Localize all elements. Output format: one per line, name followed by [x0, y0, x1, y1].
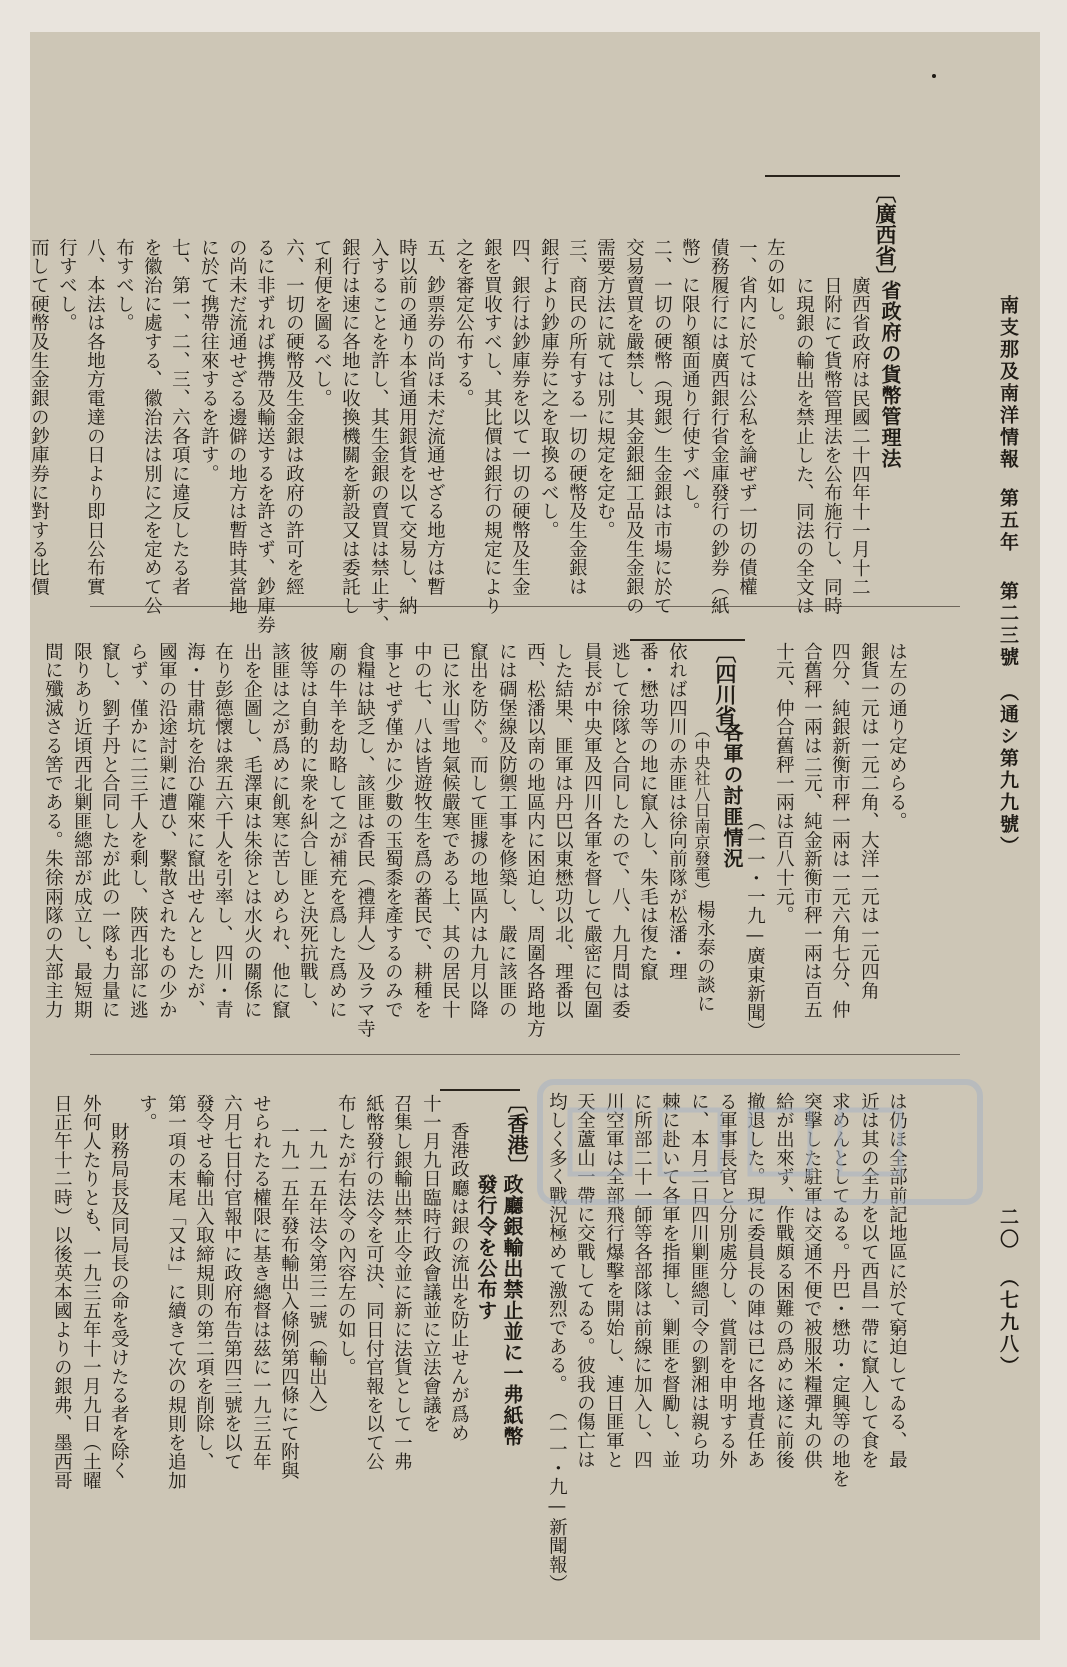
text-line: 十元、仲合舊秤一兩は百八十元。 — [773, 642, 795, 925]
dateline: （中央社八日南京發電） — [692, 722, 711, 898]
text-line: 海・甘肅坑を治ひ隴來に竄出せんとしたが、 — [184, 642, 206, 1019]
text-line: 銀を買收すべし、其比價は銀行の規定により — [481, 238, 503, 615]
source-citation: （一一・一九—廣東新聞） — [744, 812, 766, 1041]
volume-year: 第五年 — [997, 488, 1019, 554]
text-line: 八、本法は各地方電達の日より即日公布實 — [84, 238, 106, 597]
text-line: 一九一五年發布輸出入條例第四條にて附與 — [278, 1122, 300, 1481]
text-line: 間に殲滅さる筈である。朱徐兩隊の大部主力 — [42, 642, 64, 1019]
text-line: 左の如し。 — [764, 238, 786, 333]
page-total: （七九八） — [997, 1268, 1019, 1378]
text-line: 銀行より鈔庫券に之を取換るべし。 — [538, 238, 560, 540]
text-line: 日正午十二時）以後英本國よりの銀弗、墨西哥 — [51, 1094, 73, 1490]
text-line: 召集し銀輸出禁止令並に新に法貨として一弗 — [391, 1094, 413, 1471]
text-line: 十一月九日臨時行政會議並に立法會議を — [420, 1094, 442, 1434]
text-line: 給が出來ず、作戰頗る困難の爲めに遂に前後 — [773, 1092, 795, 1469]
text-line: 交易賣買を嚴禁し、其金銀細工品及生金銀の — [623, 238, 645, 615]
section-underline — [765, 175, 900, 177]
text-line: 天全蘆山一帶に交戰してゐる。彼我の傷亡は — [574, 1092, 596, 1469]
text-line: 中の七、八は皆遊牧生を爲の蕃民で、耕種を — [411, 642, 433, 1019]
article-title-hongkong-2: 發行令を公布す — [474, 1174, 498, 1321]
article-title-szechwan: 各軍の討匪情況 — [720, 722, 744, 869]
text-line: 幣）に限り額面通り行使すべし。 — [679, 238, 701, 521]
text-line: 香港政廳は銀の流出を防止せんが爲め — [448, 1122, 470, 1443]
text-line: る軍事長官と分別處分し、賞罰を申明する外 — [716, 1092, 738, 1469]
article-title-kwangsi: 省政府の貨幣管理法 — [878, 280, 902, 469]
text-line: す。 — [136, 1094, 158, 1132]
text-line: 五、鈔票券の尚ほ未だ流通せざる地方は暫 — [424, 238, 446, 597]
text-line: に所部二十一師等各部隊は前線に加入し、四 — [631, 1092, 653, 1469]
issue-number: 第二三號 — [997, 581, 1019, 669]
text-line: 事とせず僅かに少數の玉蜀黍を產するのみで — [382, 642, 404, 1019]
text-line: せられたる權限に基き總督は茲に一九三五年 — [250, 1094, 272, 1471]
text-line: に於て携帶往來するを許す。 — [198, 238, 220, 484]
text-line: 而して硬幣及生金銀の鈔庫券に對する比價 — [28, 238, 50, 597]
text-line: 銀貨一元は一元二角、大洋一元は一元四角 — [858, 642, 880, 1001]
text-line: 外何人たりとも、一九三五年十一月九日（土曜 — [80, 1094, 102, 1490]
text-line: 之を審定公布する。 — [453, 238, 475, 408]
print-dot — [932, 74, 936, 78]
text-line: 番・懋功等の地に竄入し、朱毛は復た竄 — [637, 642, 659, 982]
text-line: に現銀の輸出を禁止した、同法の全文は — [793, 276, 815, 616]
source-citation: （一一・九—新聞報） — [546, 1402, 568, 1593]
text-line: には碉堡線及防禦工事を修築し、嚴に該匪の — [496, 642, 518, 1019]
text-line: 突擊した駐軍は交通不便で被服米糧彈丸の供 — [801, 1092, 823, 1469]
text-line: は左の通り定めらる。 — [886, 642, 908, 831]
text-line: は仍ほ全部前記地區に於て窮迫してゐる、最 — [886, 1092, 908, 1469]
text-line: 國軍の沿途討剿に遭ひ、繫散されたもの少か — [156, 642, 178, 1019]
text-line: 七、第一、二、三、六各項に違反したる者 — [169, 238, 191, 597]
text-line: 入することを許し、其生金銀の賣買は禁止す、 — [368, 238, 390, 634]
text-line: るに非ずれば携帶及輸送するを許さず、鈔庫券 — [254, 238, 276, 634]
text-line: 紙幣發行の法令を可決、同日付官報を以て公 — [363, 1094, 385, 1471]
text-line: 食糧は缺乏し、該匪は香民（禮拜人）及ラマ寺 — [354, 642, 376, 1038]
text-line: 彼等は自動的に衆を糾合し匪と決死抗戰し、 — [297, 642, 319, 1019]
text-line: 合舊秤一兩は二元、純金新衡市秤一兩は百五 — [801, 642, 823, 1019]
text-line: 六月七日付官報中に政府布告第四三號を以て — [221, 1094, 243, 1471]
text-line: 日附にて貨幣管理法を公布施行し、同時 — [821, 276, 843, 616]
text-line: 財務局長及同局長の命を受けたる者を除く — [108, 1122, 130, 1481]
text-line: の尚未だ流通せざる邊僻の地方は暫時其當地 — [226, 238, 248, 615]
text-line: 廟の牛羊を劫略して之が補充を爲した爲めに — [326, 642, 348, 1019]
text-line: 限りあり近頃西北剿匪總部が成立し、最短期 — [71, 642, 93, 1019]
text-line: 已に氷山雪地氣候嚴寒である上、其の居民十 — [439, 642, 461, 1019]
page-number: 二〇 — [997, 1207, 1019, 1251]
text-line: 二、一切の硬幣（現銀）生金銀は市場に於て — [651, 238, 673, 615]
text-line: 債務履行には廣西銀行省金庫發行の鈔券（紙 — [708, 238, 730, 615]
text-line: 員長が中央軍及四川各軍を督して嚴密に包圍 — [581, 642, 603, 1019]
text-line: 近は其の全力を以て西昌一帶に竄入して食を — [858, 1092, 880, 1469]
text-line: 發令せる輸出入取締規則の第二項を削除し、 — [193, 1094, 215, 1471]
text-line: 出を企圖し、毛澤東は朱徐とは水火の關係に — [241, 642, 263, 1019]
text-line: 六、一切の硬幣及生金銀は政府の許可を經 — [283, 238, 305, 597]
text-line: 三、商民の所有する一切の硬幣及生金銀は — [566, 238, 588, 597]
text-line: 竄出を防ぐ。而して匪據の地區内は九月以降 — [467, 642, 489, 1019]
text-line: 一、省内に於ては公私を論ぜず一切の債權 — [736, 238, 758, 597]
text-line: 棘に赴いて各軍を指揮し、剿匪を督勵し、並 — [659, 1092, 681, 1469]
column-rule-middle — [90, 1054, 960, 1055]
text-line: 時以前の通り本省通用銀貨を以て交易し、納 — [396, 238, 418, 615]
section-label-kwangsi: 〔廣西省〕 — [873, 182, 898, 287]
section-underline — [630, 639, 745, 641]
text-line: 川空軍は全部飛行爆擊を開始し、連日匪軍と — [603, 1092, 625, 1469]
text-line: 在り彭德懷は衆五六千人を引率し、四川・青 — [212, 642, 234, 1019]
journal-title: 南支那及南洋情報 — [997, 295, 1019, 471]
text-line: 依れば四川の赤匪は徐向前隊が松潘・理 — [666, 642, 688, 982]
journal-page — [30, 32, 1040, 1640]
text-line: 西、松潘以南の地區内に困迫し、周圍各路地方 — [524, 642, 546, 1038]
text-line: 四分、純銀新衡市秤一兩は一元六角七分、仲 — [829, 642, 851, 1019]
serial-number: （通シ第九九號） — [997, 682, 1019, 858]
section-underline — [440, 1089, 520, 1091]
text-line: 竄し、劉子丹と合同したが此の一隊も力量に — [99, 642, 121, 1019]
text-line: らず、僅かに二三千人を剩し、陝西北部に逃 — [127, 642, 149, 1019]
text-line: 撤退した。現に委員長の陣は已に各地責任あ — [744, 1092, 766, 1469]
text-line: 布すべし。 — [113, 238, 135, 333]
text-line: 廣西省政府は民國二十四年十一月十二 — [849, 276, 871, 597]
text-line: 求めんとしてゐる。丹巴・懋功・定興等の地を — [829, 1092, 851, 1488]
text-line: 一九一五年法令第三二號（輸出入） — [306, 1122, 328, 1424]
text-line: 該匪は之が爲めに飢寒に苦しめられ、他に竄 — [269, 642, 291, 1019]
text-line: を徽治に處する、徽治法は別に之を定めて公 — [141, 238, 163, 615]
section-label-szechwan: 〔四川省〕 — [713, 642, 738, 747]
text-line: した結果、匪軍は丹巴以東懋功以北、理番以 — [552, 642, 574, 1019]
text-line: 需要方法に就ては別に規定を定む。 — [594, 238, 616, 540]
text-line: に、本月二日四川剿匪總司令の劉湘は親ら功 — [688, 1092, 710, 1469]
text-line: 布したが右法令の內容左の如し。 — [335, 1094, 357, 1377]
text-line: 行すべし。 — [56, 238, 78, 333]
text-line: 楊永泰の談に — [694, 900, 716, 1014]
text-line: 四、銀行は鈔庫券を以て一切の硬幣及生金 — [509, 238, 531, 597]
text-line: 第一項の末尾「又は」に續きて次の規則を追加 — [165, 1094, 187, 1490]
text-line: 逃して徐隊と合同したので、八、九月間は委 — [609, 642, 631, 1019]
section-label-hongkong: 〔香港〕 — [505, 1092, 530, 1176]
text-line: 銀行は速に各地に收換機關を新設又は委託し — [339, 238, 361, 615]
text-line: て利便を圖るべし。 — [311, 238, 333, 408]
article-title-hongkong: 政廳銀輸出禁止並に一弗紙幣 — [500, 1174, 524, 1447]
text-line: 均しく多く戰況極めて激烈である。 — [546, 1092, 568, 1394]
